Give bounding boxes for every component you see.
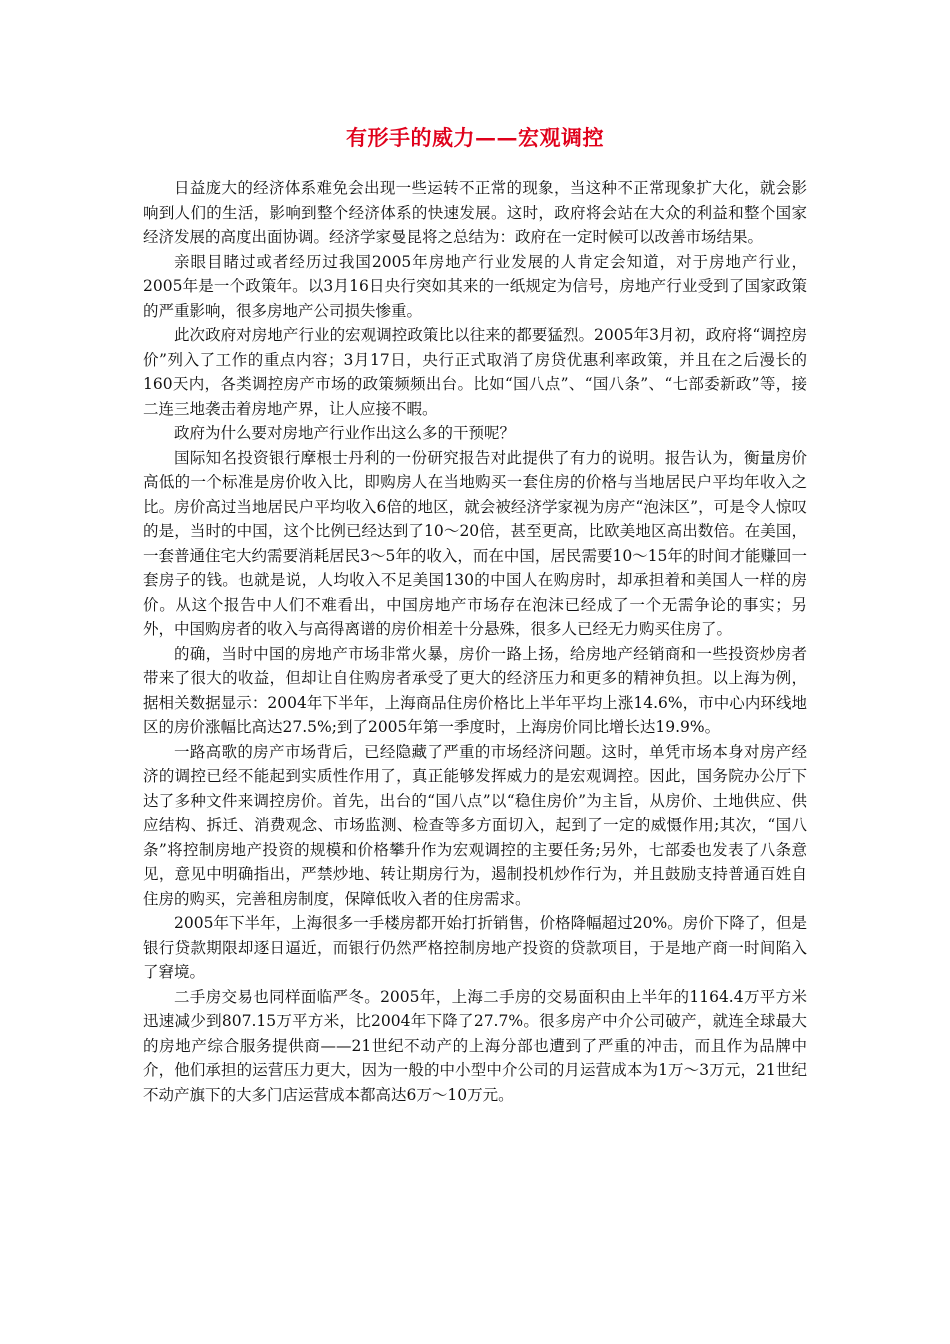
paragraph: 亲眼目睹过或者经历过我国2005年房地产行业发展的人肯定会知道，对于房地产行业，2005年是一个政策年。以3月16日央行突如其来的一纸规定为信号，房地产行业受到了国家政策的严重影响，很多房地产公司损失惨重。 bbox=[143, 252, 807, 320]
paragraph: 国际知名投资银行摩根士丹利的一份研究报告对此提供了有力的说明。报告认为，衡量房价高低的一个标准是房价收入比，即购房人在当地购买一套住房的价格与当地居民户平均年收入之比。房价高过当地居民户平均收入6倍的地区，就会被经济学家视为房产“泡沫区”，可是令人惊叹的是，当时的中国，这个比例已经达到了10～20倍，甚至更高，比欧美地区高出数倍。在美国，一套普通住宅大约需要消耗居民3～5年的收入，而在中国，居民需要10～15年的时间才能赚回一套房子的钱。也就是说，人均收入不足美国130的中国人在购房时，却承担着和美国人一样的房价。从这个报告中人们不难看出，中国房地产市场存在泡沫已经成了一个无需争论的事实；另外，中国购房者的收入与高得离谱的房价相差十分悬殊，很多人已经无力购买住房了。 bbox=[143, 448, 807, 638]
paragraph: 日益庞大的经济体系难免会出现一些运转不正常的现象，当这种不正常现象扩大化，就会影响到人们的生活，影响到整个经济体系的快速发展。这时，政府将会站在大众的利益和整个国家经济发展的高度出面协调。经济学家曼昆将之总结为：政府在一定时候可以改善市场结果。 bbox=[143, 179, 807, 246]
paragraph: 一路高歌的房产市场背后，已经隐藏了严重的市场经济问题。这时，单凭市场本身对房产经济的调控已经不能起到实质性作用了，真正能够发挥威力的是宏观调控。因此，国务院办公厅下达了多种文件来调控房价。首先，出台的“国八点”以“稳住房价”为主旨，从房价、土地供应、供应结构、拆迁、消费观念、市场监测、检查等多方面切入，起到了一定的威慑作用;其次，“国八条”将控制房地产投资的规模和价格攀升作为宏观调控的主要任务;另外，七部委也发表了八条意见，意见中明确指出，严禁炒地、转让期房行为，遏制投机炒作行为，并且鼓励支持普通百姓自住房的购买，完善租房制度，保障低收入者的住房需求。 bbox=[143, 742, 807, 908]
paragraph: 二手房交易也同样面临严冬。2005年，上海二手房的交易面积由上半年的1164.4万平方米迅速减少到807.15万平方米，比2004年下降了27.7%。很多房产中介公司破产，就连全球最大的房地产综合服务提供商——21世纪不动产的上海分部也遭到了严重的冲击，而且作为品牌中介，他们承担的运营压力更大，因为一般的中小型中介公司的月运营成本为1万～3万元，21世纪不动产旗下的大多门店运营成本都高达6万～10万元。 bbox=[143, 987, 807, 1104]
paragraph: 此次政府对房地产行业的宏观调控政策比以往来的都要猛烈。2005年3月初，政府将“调控房价”列入了工作的重点内容；3月17日，央行正式取消了房贷优惠利率政策，并且在之后漫长的160天内，各类调控房产市场的政策频频出台。比如“国八点”、“国八条”、“七部委新政”等，接二连三地袭击着房地产界，让人应接不暇。 bbox=[143, 326, 807, 418]
paragraph: 的确，当时中国的房地产市场非常火暴，房价一路上扬，给房地产经销商和一些投资炒房者带来了很大的收益，但却让自住购房者承受了更大的经济压力和更多的精神负担。以上海为例，据相关数据显示：2004年下半年，上海商品住房价格比上半年平均上涨14.6%，市中心内环线地区的房价涨幅比高达27.5%;到了2005年第一季度时，上海房价同比增长达19.9%。 bbox=[143, 644, 807, 736]
paragraph: 2005年下半年，上海很多一手楼房都开始打折销售，价格降幅超过20%。房价下降了，但是银行贷款期限却逐日逼近，而银行仍然严格控制房地产投资的贷款项目，于是地产商一时间陷入了窘境。 bbox=[143, 914, 807, 981]
document-title: 有形手的威力——宏观调控 bbox=[346, 125, 604, 150]
paragraph: 政府为什么要对房地产行业作出这么多的干预呢？ bbox=[174, 424, 516, 442]
document-body bbox=[143, 176, 807, 1107]
